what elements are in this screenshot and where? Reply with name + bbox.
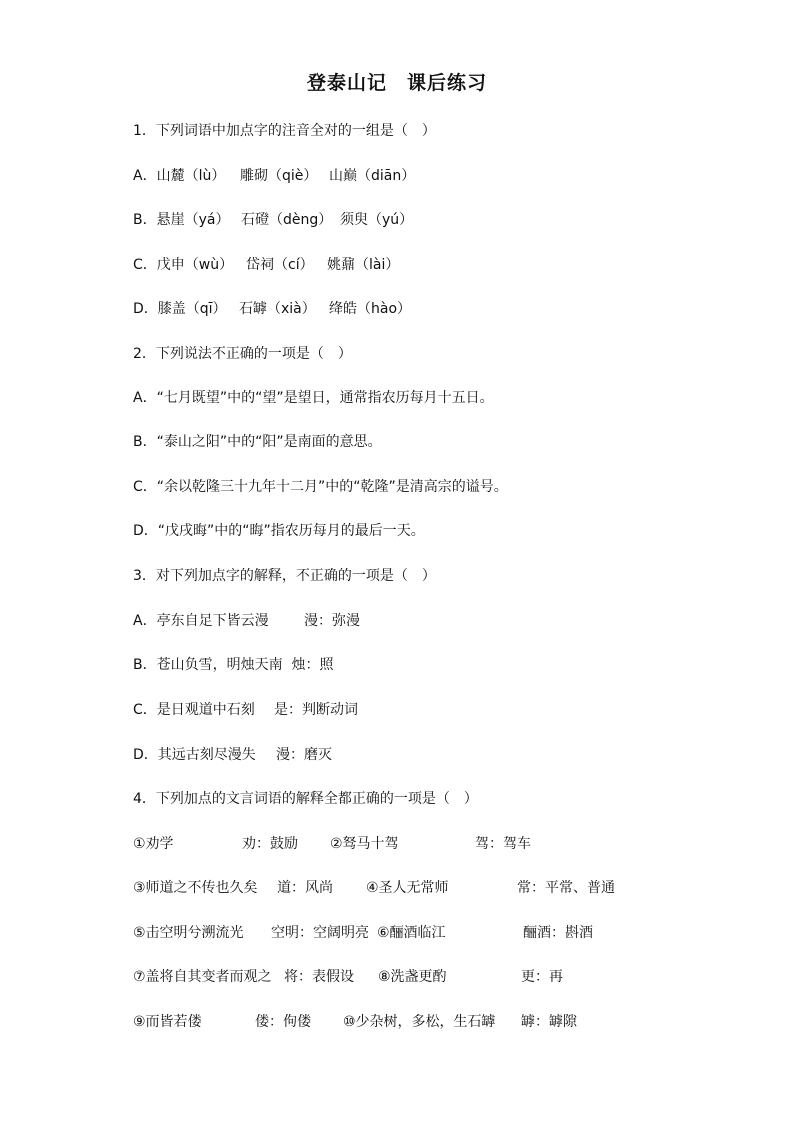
question-2-option-a: A．“七月既望”中的“望”是望日，通常指农历每月十五日。 (133, 390, 494, 406)
question-1-stem: 1．下列词语中加点字的注音全对的一组是（ ） (133, 123, 436, 139)
option-part: 山巅（diān） (329, 168, 416, 184)
item-phrase: ⑤击空明兮溯流光 (133, 925, 244, 941)
option-part: 姚鼐（lài） (327, 257, 400, 273)
item-phrase: ⑧洗盏更酌 (378, 969, 447, 985)
question-2-option-b: B．“泰山之阳”中的“阳”是南面的意思。 (133, 434, 382, 450)
option-part: 绛皓（hào） (329, 301, 412, 317)
option-part: 漫：弥漫 (304, 613, 360, 629)
question-4-stem: 4．下列加点的文言词语的解释全都正确的一项是（ ） (133, 791, 478, 807)
item-gloss: 空明：空阔明亮 (271, 925, 369, 941)
question-2-option-d: D．“戊戌晦”中的“晦”指农历每月的最后一天。 (133, 523, 425, 539)
option-part: C．戊申（wù） (133, 257, 234, 273)
option-part: 岱祠（cí） (246, 257, 314, 273)
item-gloss: 常：平常、普通 (517, 880, 615, 896)
option-part: C．是日观道中石刻 (133, 702, 255, 718)
option-part: 雕砌（qiè） (240, 168, 318, 184)
item-gloss: 偻：佝偻 (255, 1014, 311, 1030)
item-gloss: 劝：鼓励 (242, 836, 298, 852)
question-2-option-c: C．“余以乾隆三十九年十二月”中的“乾隆”是清高宗的谥号。 (133, 479, 508, 495)
option-part: A．山麓（lù） (133, 168, 226, 184)
question-3-option-b: B．苍山负雪，明烛天南 烛：照 (133, 657, 334, 673)
option-part: A．亭东自足下皆云漫 (133, 613, 269, 629)
item-gloss: 将：表假设 (284, 969, 354, 985)
item-gloss: 道：风尚 (277, 880, 333, 896)
item-phrase: ⑨而皆若偻 (133, 1014, 202, 1030)
option-part: 须臾（yú） (340, 212, 414, 228)
item-phrase: ③师道之不传也久矣 (133, 880, 258, 896)
item-gloss: 驾：驾车 (475, 836, 531, 852)
option-part: B．悬崖（yá） (133, 212, 230, 228)
item-gloss: 酾酒：斟酒 (523, 925, 593, 941)
page-title: 登泰山记 课后练习 (306, 72, 487, 94)
question-2-stem: 2．下列说法不正确的一项是（ ） (133, 346, 352, 362)
item-phrase: ②驽马十驾 (330, 836, 399, 852)
item-phrase: ①劝学 (133, 836, 174, 852)
option-part: 石罅（xià） (239, 301, 316, 317)
item-phrase: ④圣人无常师 (366, 880, 449, 896)
option-part: 石磴（dèng） (241, 212, 333, 228)
option-part: 漫：磨灭 (276, 747, 332, 763)
item-phrase: ⑦盖将自其变者而观之 (133, 969, 272, 985)
item-gloss: 更：再 (521, 969, 563, 985)
item-phrase: ⑩少杂树，多松，生石罅 (343, 1014, 496, 1030)
option-part: 是：判断动词 (274, 702, 358, 718)
item-gloss: 罅：罅隙 (521, 1014, 577, 1030)
option-part: D．其远古刻尽漫失 (133, 747, 256, 763)
item-phrase: ⑥酾酒临江 (377, 925, 446, 941)
question-3-stem: 3．对下列加点字的解释，不正确的一项是（ ） (133, 568, 436, 584)
option-part: D．膝盖（qī） (133, 301, 227, 317)
